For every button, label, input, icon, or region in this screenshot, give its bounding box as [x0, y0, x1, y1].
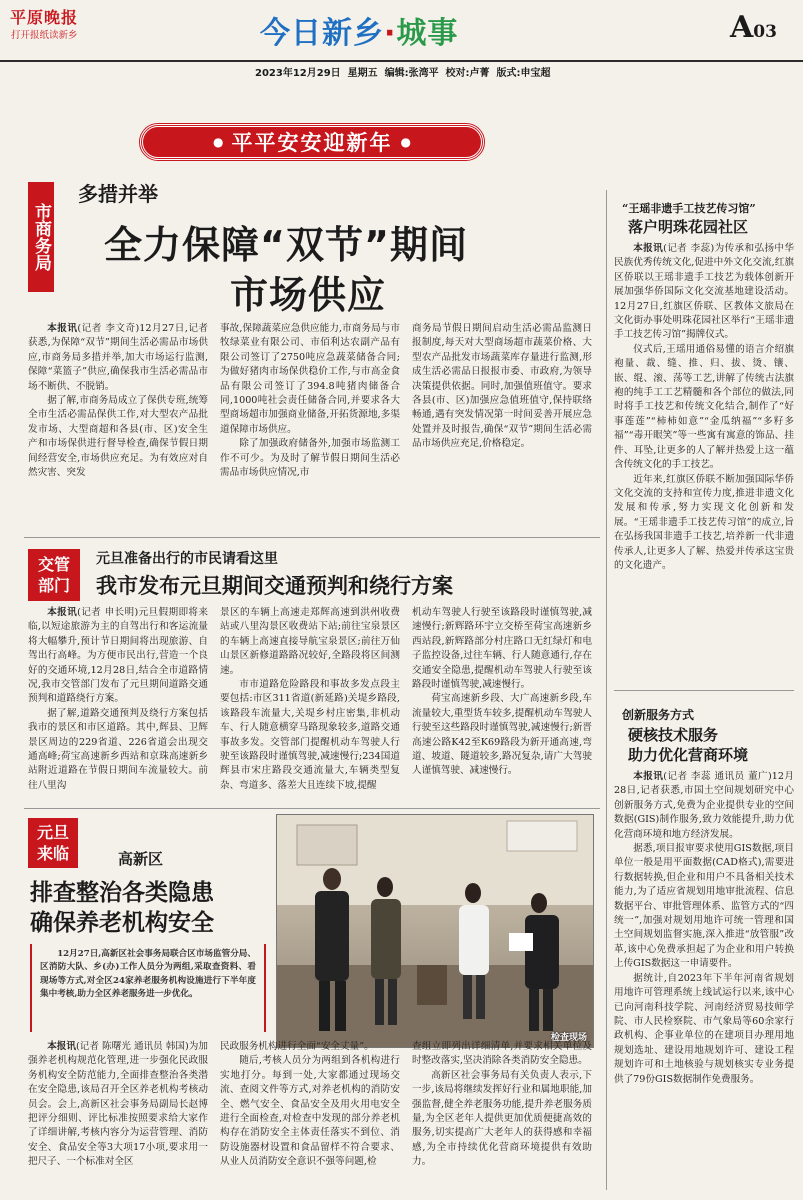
- article1-col2-text: 事故,保障蔬菜应急供应能力,市商务局与市牧绿菜业有限公司、市佰利达农副产品有限公司签订了2750吨应急蔬菜储备合同;为做好猪肉市场保供稳价工作,与市高金食品有限公司签订了394.8吨猪肉储备合同,1000吨社会责任储备合同,并要求各大型商场超市加强商业储备,开拓货源地,多渠道保障市场供应。: [220, 323, 400, 435]
- article3-col2-text: 民政服务机构进行全面“安全丈量”。: [220, 1041, 374, 1052]
- sidebar-divider: [606, 190, 607, 1190]
- side1-p1: 为传承和弘扬中华民族优秀传统文化,促进中外文化交流,红旗区侨联以王瑶非遗手工技艺为载体创新开展加强华侨国际文化交流基地建设活动。12月27日,红旗区侨联、区教体文旅局在文化街办事处明珠花园社区举行“王瑶非遗手工技艺传习馆”揭牌仪式。: [614, 243, 794, 341]
- banner-dot-left: ●: [213, 135, 224, 149]
- issue-info: 2023年12月29日 星期五 编辑:张湾平 校对:卢菁 版式:申宝超: [255, 68, 551, 79]
- article2-col3: [412, 606, 592, 806]
- side1-p3: 近年来,红旗区侨联不断加强国际华侨文化交流的支持和宣传力度,推进非遗文化发展和传承,努力实现文化创新和发展。“王瑶非遗手工技艺传习馆”的成立,旨在弘扬我国非遗手工技艺,培养新一代非遗传承人,让更多人了解、热爱并传承这宝贵的文化遗产。: [614, 473, 794, 571]
- article2-col1: [28, 606, 208, 806]
- article3-col3: [412, 1040, 592, 1190]
- side2-body: [614, 770, 794, 1190]
- article1-title-1: 全力保障“双节”期间: [104, 223, 468, 267]
- banner-dot-right: ●: [400, 135, 411, 149]
- page-num: 03: [753, 22, 777, 42]
- sidebar-divider-h: [614, 690, 794, 691]
- side1-body: [614, 242, 794, 667]
- article1-col3-text: 商务局节假日期间启动生活必需品监测日报制度,每天对大型商场超市蔬菜价格、大型农产品批发市场蔬菜库存量进行监测,形成生活必需品日报报市委、市政府,为领导决策提供依据。同时,加强值班值守。要求各县(市、区)加强应急值班值守,保持联络畅通,遇有突发情况第一时间妥善开展应急处置并及时报告,确保“双节”期间生活必需品市场供应充足,价格稳定。: [412, 323, 592, 450]
- section-title: [260, 8, 458, 52]
- article3-tag: 元旦来临: [28, 818, 78, 868]
- divider-1: [24, 537, 600, 538]
- page-number: [730, 10, 777, 45]
- article3-summary: 12月27日,高新区社会事务局联合区市场监管分局、区消防大队、乡(办)工作人员分为两组,采取查资料、看现场等方式,对全区24家养老服务机构设施进行下半年度集中考核,助力全区养老服务进一步优化。: [40, 949, 256, 1000]
- banner-title: 平平安安迎新年: [231, 130, 393, 155]
- article3-title-2: 确保养老机构安全: [30, 910, 214, 936]
- article3-summary-box: [30, 944, 266, 1032]
- article3-byline: 本报讯: [47, 1041, 77, 1052]
- side1-kicker: “王瑶非遗手工技艺传习馆”: [622, 202, 756, 215]
- article3-title-1: 排查整治各类隐患: [30, 880, 214, 906]
- side2-reporter: (记者 李蕊 通讯员 董广): [663, 771, 772, 782]
- section-title-b: 城事: [396, 16, 459, 51]
- section-title-sep: ·: [384, 16, 397, 51]
- article2-reporter: (记者 申长明): [77, 607, 139, 618]
- article2-col3-text: 机动车驾驶人行驶至该路段时谨慎驾驶,减速慢行;新辉路环宇立交桥至荷宝高速新乡西站段,新辉路部分村庄路口无红绿灯和电子监控设备,过往车辆、行人随意通行,存在交通安全隐患,提醒机动车驾驶人行驶至该路段时谨慎驾驶,减速慢行。: [412, 607, 592, 691]
- article3-col2: [220, 1040, 400, 1190]
- photo-caption: 检查现场: [550, 1033, 587, 1043]
- article2-title: 我市发布元旦期间交通预判和绕行方案: [96, 574, 453, 598]
- side2-title-1: 硬核技术服务: [628, 726, 719, 744]
- article2-kicker: 元旦准备出行的市民请看这里: [96, 551, 278, 567]
- banner: [140, 124, 484, 160]
- article2-tag: 交管部门: [28, 549, 80, 601]
- article2-col1-text: 元旦假期即将来临,以短途旅游为主的自驾出行和客运流量将大幅攀升,预计节日期间将出现旅游、自驾出行高峰。为方便市民出行,营造一个良好的交通环境,12月28日,结合全市道路情况,我市交管部门发布了元旦期间道路交通预判和道路绕行方案。: [28, 607, 208, 705]
- article1-title-2: 市场供应: [230, 273, 387, 317]
- side2-byline: 本报讯: [633, 771, 664, 782]
- side2-p2: 据悉,项目报审要求使用GIS数据,项目单位一般是用平面数据(CAD格式),需要进行数据转换,但企业和用户不具备相关技术能力,为了适应省规划用地审批流程、信息数据平台、审批管理体系、监管方式的“四统一”,加强对规划用地许可统一管理和国土空间规划监督实施,深入推进“放管服”改革,该中心免费承担起了为企业和用户转换上传GIS数据这一申请要件。: [614, 843, 794, 970]
- side2-title-2: 助力优化营商环境: [628, 746, 749, 764]
- header-rule: [0, 60, 803, 62]
- article1-col2b: 除了加强政府储备外,加强市场监测工作不可少。为及时了解节假日期间生活必需品市场供应情况,市: [220, 438, 400, 479]
- article1-col3: [412, 322, 592, 532]
- article3-col3b: 高新区社会事务局有关负责人表示,下一步,该局将继续发挥好行业和属地职能,加强监督,健全养老服务功能,提升养老服务质量,为全区老年人提供更加优质便捷高效的服务,切实提高广大老年人的获得感和幸福感,为全市持续优化营商环境提供有效助力。: [412, 1069, 592, 1168]
- article2-col3b: 荷宝高速新乡段、大广高速新乡段,车流量较大,重型货车较多,提醒机动车驾驶人行驶至这些路段时谨慎驾驶,减速慢行;新晋高速公路K42至K69路段为新开通高速,弯道、坡道、隧道较多,路况复杂,请广大驾驶人谨慎驾驶、减速慢行。: [412, 693, 592, 777]
- photo-scene: [277, 815, 594, 1048]
- side2-kicker: 创新服务方式: [622, 708, 695, 722]
- article1-reporter: (记者 李文奇): [77, 323, 140, 334]
- article2-col2-text: 景区的车辆上高速走郑辉高速到洪州收费站或八里沟景区收费站下站;前往宝泉景区的车辆上高速直接导航宝泉景区;前往万仙山景区新修道路路况较好,全路段将区间测速。: [220, 607, 400, 676]
- article2-col1b: 据了解,道路交通预判及绕行方案包括我市的景区和市区道路。其中,辉县、卫辉景区周边的229省道、226省道会出现交通高峰;荷宝高速新乡西站和京珠高速新乡站附近道路在节假日期间车流量较大。前往八里沟: [28, 707, 208, 791]
- article1-col1: [28, 322, 208, 532]
- article3-kicker: 高新区: [118, 850, 164, 868]
- article3-col1: [28, 1040, 208, 1190]
- divider-2: [24, 808, 600, 809]
- article1-byline: 本报讯: [47, 323, 78, 334]
- side1-byline: 本报讯: [633, 243, 664, 254]
- article3-col2b: 随后,考核人员分为两组到各机构进行实地打分。每到一处,大家都通过现场交流、查阅文件等方式,对养老机构的消防安全、燃气安全、食品安全及用火用电安全进行全面检查,对检查中发现的部分养老机构存在消防安全主体责任落实不到位、消防设施器材设置和食品留样不符合要求、从业人员消防安全意识不强等问题,检: [220, 1055, 400, 1168]
- article3-col1-text: 为加强养老机构规范化管理,进一步强化民政服务机构安全防范能力,全面排查整治各类潜在安全隐患,该局召开全区养老机构考核动员会。会上,高新区社会事务局副局长赵博把评分细则、评比标准按照要求给大家作了详细讲解,考核内容分为运营管理、消防安全、食品安全等3大项17小项,要求用一把尺子、一个标准对全区: [28, 1041, 208, 1168]
- article3-col3-text: 查组立即列出详细清单,并要求相关单位及时整改落实,坚决消除各类消防安全隐患。: [412, 1041, 592, 1067]
- newspaper-logo: 平原晚报: [10, 8, 79, 27]
- side2-p1: 12月28日,记者获悉,市国土空间规划研究中心创新服务方式,免费为企业提供专业的空间数据(GIS)制作服务,致力效能提升,助力优化营商环境和地方经济发展。: [614, 771, 794, 840]
- article2-byline: 本报讯: [47, 607, 78, 618]
- masthead: [0, 0, 803, 82]
- section-title-a: 今日新乡: [260, 16, 384, 51]
- newspaper-slogan: 打开报纸读新乡: [11, 30, 78, 41]
- article3-reporter: (记者 陈曙光 通讯员 韩国): [76, 1041, 189, 1052]
- article2-col2: [220, 606, 400, 806]
- side2-p3: 据统计,自2023年下半年河南省规划用地许可管理系统上线试运行以来,该中心已向河南科技学院、河南经济贸易技师学院、市人民检察院、市气象局等60余家行政机构、企事业单位的在建项目办理用地规划选址、建设用地规划许可、建设工程规划许可和土地核验与规划核实专业务提供了79份GIS数据制作免费服务。: [614, 972, 794, 1085]
- side1-title: 落户明珠花园社区: [628, 218, 749, 236]
- article1-kicker: 多措并举: [78, 182, 158, 206]
- article1-col1-text: 12月27日,记者获悉,为保障“双节”期间生活必需品市场供应,市商务局多措并举,加大市场运行监测,保障“菜篮子”供应,确保我市生活必需品市场不断供、不脱销。: [28, 323, 208, 392]
- page-letter: A: [730, 10, 754, 45]
- article1-col1b: 据了解,市商务局成立了保供专班,统筹全市生活必需品保供工作,对大型农产品批发市场、大型商超和各县(市、区)安全生产和市场保供进行督导检查,确保节假日期间经营安全,市场供应充足。为有效应对自然灾害、突发: [28, 395, 208, 479]
- side1-p2: 仪式后,王瑶用通俗易懂的语言介绍旗袍量、裁、缝、推、归、拔、烫、镶、嵌、绲、滚、荡等工艺,讲解了传统古法旗袍的纯手工工艺精髓和各个部位的做法,同时将手工技艺和传统文化结合,制作了“好事莲莲”“柿柿如意”“金瓜纳福”“多籽多福”“毒开眼笑”等一些寓有寓意的饰品、挂件、耳坠,让更多的人了解并热爱上这一蕴含传统文化的手工技艺。: [614, 343, 794, 471]
- article2-col2b: 市市道路危险路段和事故多发点段主要包括:市区311省道(新延路)关堤乡路段,该路段车流量大,关堤乡村庄密集,非机动车、行人随意横穿马路现象较多,道路交通事故多发。交管部门提醒机动车驾驶人行驶至该路段时谨慎驾驶,减速慢行;234国道辉县市宋庄路段交通流量大,车辆类型复杂、弯道多、落差大且连续下坡,提醒: [220, 679, 400, 791]
- side1-reporter: (记者 李蕊): [663, 243, 715, 254]
- article1-col2: [220, 322, 400, 532]
- inspection-photo: [276, 814, 594, 1048]
- article1-tag: 市商务局: [28, 182, 54, 292]
